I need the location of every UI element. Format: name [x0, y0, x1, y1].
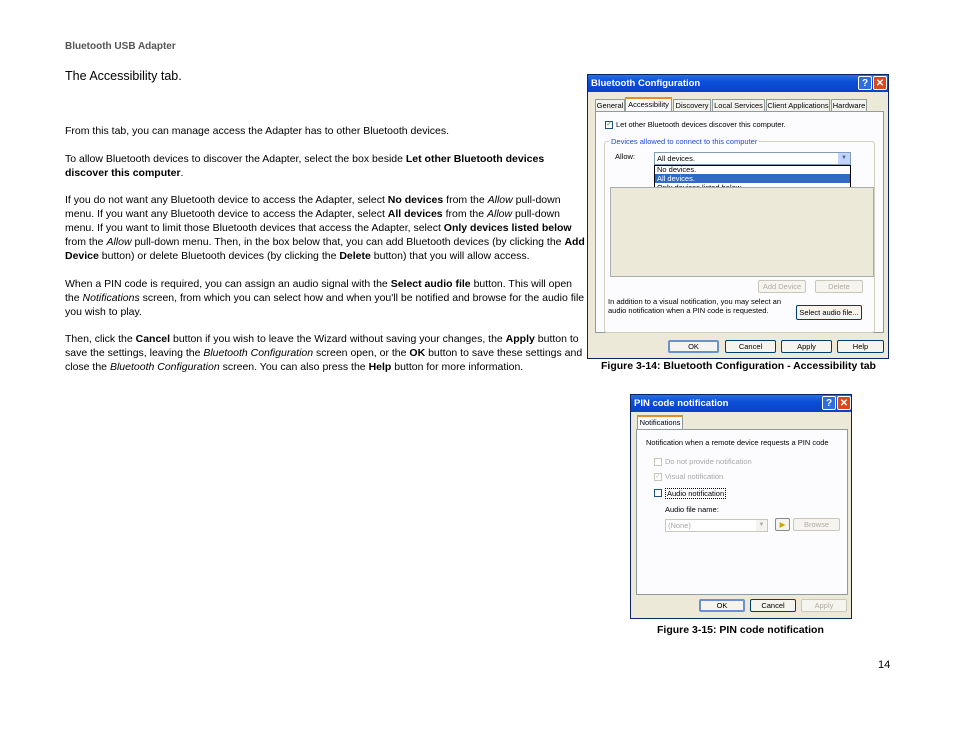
play-icon[interactable]: ▶	[775, 518, 790, 531]
ok-button[interactable]: OK	[668, 340, 719, 353]
chevron-down-icon[interactable]: ▼	[756, 520, 767, 531]
devices-group-label: Devices allowed to connect to this computer	[611, 137, 758, 146]
help-icon[interactable]: ?	[858, 76, 872, 90]
close-icon[interactable]: ✕	[837, 396, 851, 410]
tab-notifications[interactable]: Notifications	[637, 415, 683, 430]
audio-file-combo[interactable]	[665, 519, 768, 532]
apply-button[interactable]: Apply	[801, 599, 847, 612]
add-device-button[interactable]: Add Device	[758, 280, 806, 293]
do-not-notify-checkbox[interactable]	[654, 458, 662, 466]
chevron-down-icon[interactable]: ▼	[838, 153, 850, 164]
discover-checkbox[interactable]: ✓	[606, 121, 612, 128]
close-icon[interactable]: ✕	[873, 76, 887, 90]
paragraph-intro: From this tab, you can manage access the Adapter has to other Bluetooth devices.	[65, 125, 450, 137]
running-header: Bluetooth USB Adapter	[65, 41, 176, 52]
notification-intro: Notification when a remote device requests a PIN code	[646, 438, 829, 447]
figure-caption-3-14: Figure 3-14: Bluetooth Configuration - Accessibility tab	[601, 360, 876, 372]
dialog-titlebar: PIN code notification	[631, 395, 851, 412]
audio-file-value: (None)	[668, 521, 691, 530]
ok-button[interactable]: OK	[699, 599, 745, 612]
pin-description: In addition to a visual notification, you may select an audio notification when a PIN code is requested.	[608, 297, 782, 315]
paragraph-buttons: Then, click the Cancel button if you wish to leave the Wizard without saving your changes, the Apply button to save the settings, leaving the Bluetooth Configuration screen open, or the OK button to save these settings and close the Bluetooth Configuration screen. You can also press the Help button for more information.	[65, 333, 583, 373]
audio-notification-label: Audio notification	[667, 489, 725, 498]
section-title: The Accessibility tab.	[65, 69, 182, 83]
discover-checkbox-label: Let other Bluetooth devices discover this computer.	[616, 120, 786, 129]
cancel-button[interactable]: Cancel	[750, 599, 796, 612]
visual-notification-label: Visual notification	[665, 472, 724, 481]
allow-dropdown-value: All devices.	[657, 154, 695, 163]
paragraph-discover: To allow Bluetooth devices to discover the Adapter, select the box beside Let other Bluetooth devices discover this computer.	[65, 153, 545, 179]
page-number: 14	[878, 659, 891, 671]
notifications-panel	[636, 429, 848, 595]
figure-caption-3-15: Figure 3-15: PIN code notification	[657, 624, 824, 636]
tab-hardware[interactable]: Hardware	[832, 101, 866, 110]
browse-button[interactable]: Browse	[793, 518, 840, 531]
help-icon[interactable]: ?	[822, 396, 836, 410]
delete-button[interactable]: Delete	[815, 280, 863, 293]
option-no-devices[interactable]: No devices.	[657, 165, 697, 174]
paragraph-allow: If you do not want any Bluetooth device to access the Adapter, select No devices from the Allow pull-down menu. If you want any Bluetooth device to access the Adapter, select All devices from the Allow pull-down menu. If you want to limit those Bluetooth devices that access the Adapter, select Only devices listed below from the Allow pull-down menu. Then, in the box below that, you can add Bluetooth devices (by clicking the Add Device button) or delete Bluetooth devices (by clicking the Delete button) that you will allow access.	[65, 194, 585, 262]
paragraph-pin: When a PIN code is required, you can assign an audio signal with the Select audio file button. This will open the Notifications screen, from which you can select how and when you'll be notified and browse for the audio file you wish to play.	[65, 278, 585, 318]
tab-discovery[interactable]: Discovery	[673, 99, 711, 112]
allow-label: Allow:	[615, 152, 636, 161]
visual-notification-checkbox[interactable]: ✓	[655, 473, 661, 480]
option-all-devices[interactable]: All devices.	[655, 174, 850, 183]
tab-client-applications[interactable]: Client Applications	[767, 101, 829, 110]
cancel-button[interactable]: Cancel	[725, 340, 776, 353]
accessibility-panel	[595, 111, 884, 333]
tab-local-services[interactable]: Local Services	[712, 99, 765, 112]
help-button[interactable]: Help	[837, 340, 884, 353]
select-audio-file-button[interactable]: Select audio file...	[796, 305, 862, 320]
allow-dropdown[interactable]	[654, 152, 851, 165]
tab-accessibility[interactable]: Accessibility	[625, 97, 672, 112]
audio-notification-checkbox[interactable]	[654, 489, 662, 497]
device-list[interactable]	[610, 187, 874, 277]
audio-file-label: Audio file name:	[665, 505, 719, 514]
pin-notification-dialog	[630, 394, 852, 619]
bluetooth-config-dialog	[587, 74, 889, 359]
dialog-titlebar: Bluetooth Configuration	[588, 75, 888, 92]
apply-button[interactable]: Apply	[781, 340, 832, 353]
tab-general[interactable]: General	[596, 101, 624, 110]
do-not-notify-label: Do not provide notification	[665, 457, 752, 466]
